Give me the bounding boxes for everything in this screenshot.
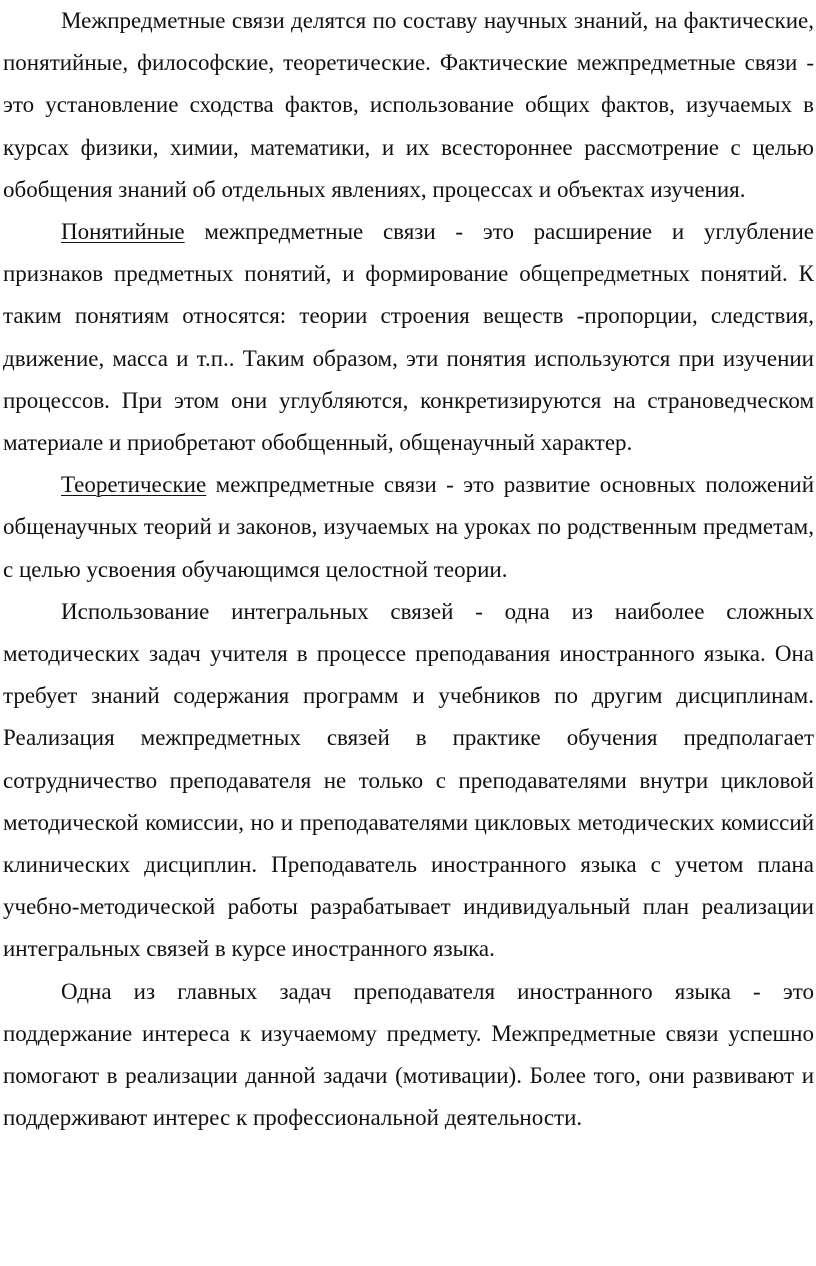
paragraph-3 [3,464,814,591]
paragraph-1 [3,0,814,211]
paragraph-2-text: межпредметные связи - это расширение и углубление признаков предметных понятий, и формирование общепредметных понятий. К таким понятиям относятся: теории строения веществ -пропорции, следствия, движение, масса и т.п.. Таким образом, эти понятия используются при изучении процессов. При этом они углубляются, конкретизируются на страноведческом материале и приобретают обобщенный, общенаучный характер. [3,219,814,456]
paragraph-3-lead: Теоретические [61,472,207,498]
paragraph-5 [3,971,814,1140]
paragraph-2-lead: Понятийные [61,219,185,245]
paragraph-1-text: Межпредметные связи делятся по составу научных знаний, на фактические, понятийные, философские, теоретические. Фактические межпредметные связи - это установление сходства фактов, использование общих фактов, изучаемых в курсах физики, химии, математики, и их всестороннее рассмотрение с целью обобщения знаний об отдельных явлениях, процессах и объектах изучения. [3,8,814,202]
paragraph-4 [3,591,814,971]
paragraph-2 [3,211,814,464]
paragraph-4-text: Использование интегральных связей - одна из наиболее сложных методических задач учителя в процессе преподавания иностранного языка. Она требует знаний содержания программ и учебников по другим дисциплинам. Реализация межпредметных связей в практике обучения предполагает сотрудничество преподавателя не только с преподавателями внутри цикловой методической комиссии, но и преподавателями цикловых методических комиссий клинических дисциплин. Преподаватель иностранного языка с учетом плана учебно-методической работы разрабатывает индивидуальный план реализации интегральных связей в курсе иностранного языка. [3,598,814,962]
paragraph-5-text: Одна из главных задач преподавателя иностранного языка - это поддержание интереса к изучаемому предмету. Межпредметные связи успешно помогают в реализации данной задачи (мотивации). Более того, они развивают и поддерживают интерес к профессиональной деятельности. [3,978,814,1131]
paragraph-3-text: межпредметные связи - это развитие основных положений общенаучных теорий и законов, изучаемых на уроках по родственным предметам, с целью усвоения обучающимся целостной теории. [3,472,814,582]
